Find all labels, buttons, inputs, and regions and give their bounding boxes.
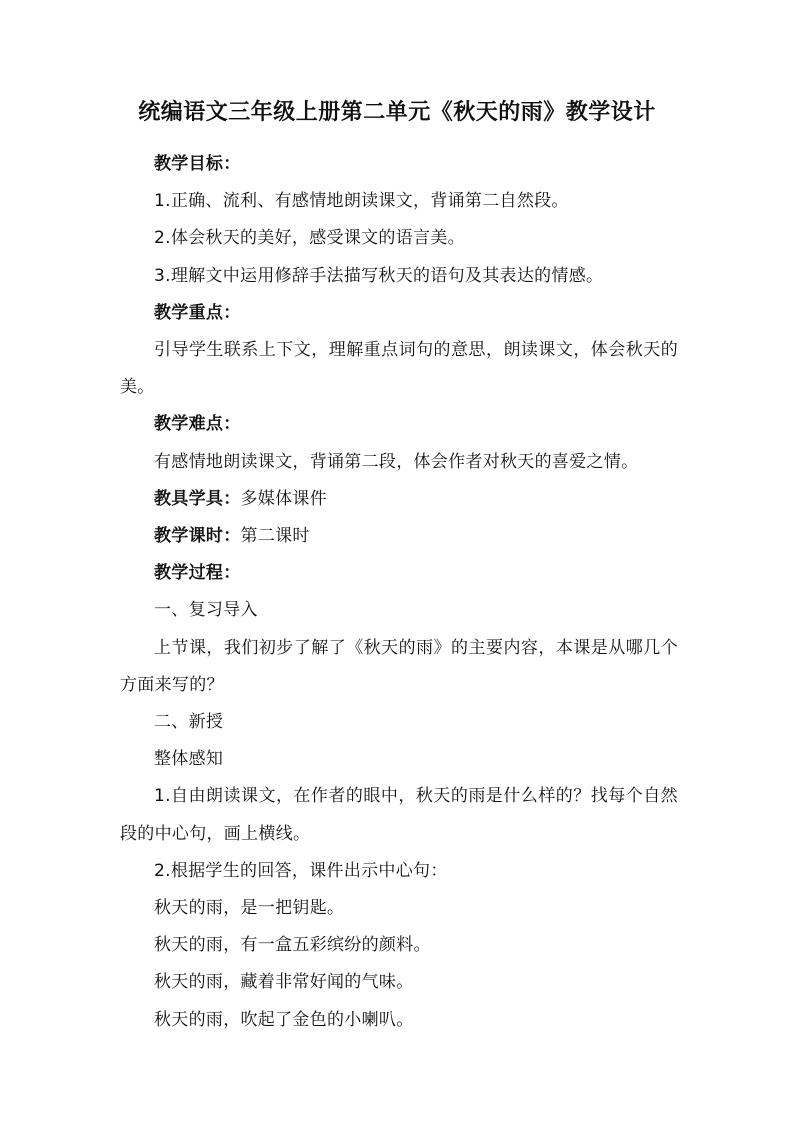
section-2-heading: 二、新授 — [154, 712, 224, 733]
tools-row — [120, 481, 678, 518]
central-sentence-1: 秋天的雨，是一把钥匙。 — [154, 898, 345, 919]
period-row — [120, 518, 678, 555]
section-1-text: 上节课，我们初步了解了《秋天的雨》的主要内容，本课是从哪几个方面来写的？ — [120, 637, 678, 695]
step-2-text: 2.根据学生的回答，课件出示中心句： — [154, 860, 448, 881]
tools-label: 教具学具： — [154, 488, 241, 509]
objective-item-3: 3.理解文中运用修辞手法描写秋天的语句及其表达的情感。 — [154, 265, 604, 286]
objective-item-2: 2.体会秋天的美好，感受课文的语言美。 — [154, 228, 465, 249]
difficulties-text: 有感情地朗读课文，背诵第二段，体会作者对秋天的喜爱之情。 — [154, 451, 639, 472]
document-title: 统编语文三年级上册第二单元《秋天的雨》教学设计 — [138, 100, 656, 125]
key-points-heading: 教学重点： — [154, 302, 241, 323]
section-1-heading: 一、复习导入 — [154, 600, 258, 621]
central-sentence-2: 秋天的雨，有一盒五彩缤纷的颜料。 — [154, 935, 431, 956]
period-label: 教学课时： — [154, 526, 241, 547]
key-points-text: 引导学生联系上下文，理解重点词句的意思，朗读课文，体会秋天的美。 — [120, 340, 678, 398]
objectives-heading: 教学目标： — [154, 154, 241, 174]
central-sentence-3: 秋天的雨，藏着非常好闻的气味。 — [154, 972, 414, 993]
difficulties-heading: 教学难点： — [154, 414, 241, 435]
tools-value: 多媒体课件 — [240, 488, 327, 509]
process-heading: 教学过程： — [154, 563, 241, 584]
objective-item-1: 1.正确、流利、有感情地朗读课文，背诵第二自然段。 — [154, 191, 569, 212]
step-1-text: 1.自由朗读课文，在作者的眼中，秋天的雨是什么样的？找每个自然段的中心句，画上横线。 — [120, 786, 678, 844]
document-body — [120, 146, 678, 1039]
central-sentence-4: 秋天的雨，吹起了金色的小喇叭。 — [154, 1009, 414, 1030]
period-value: 第二课时 — [240, 526, 310, 547]
subsection-heading: 整体感知 — [154, 749, 224, 770]
